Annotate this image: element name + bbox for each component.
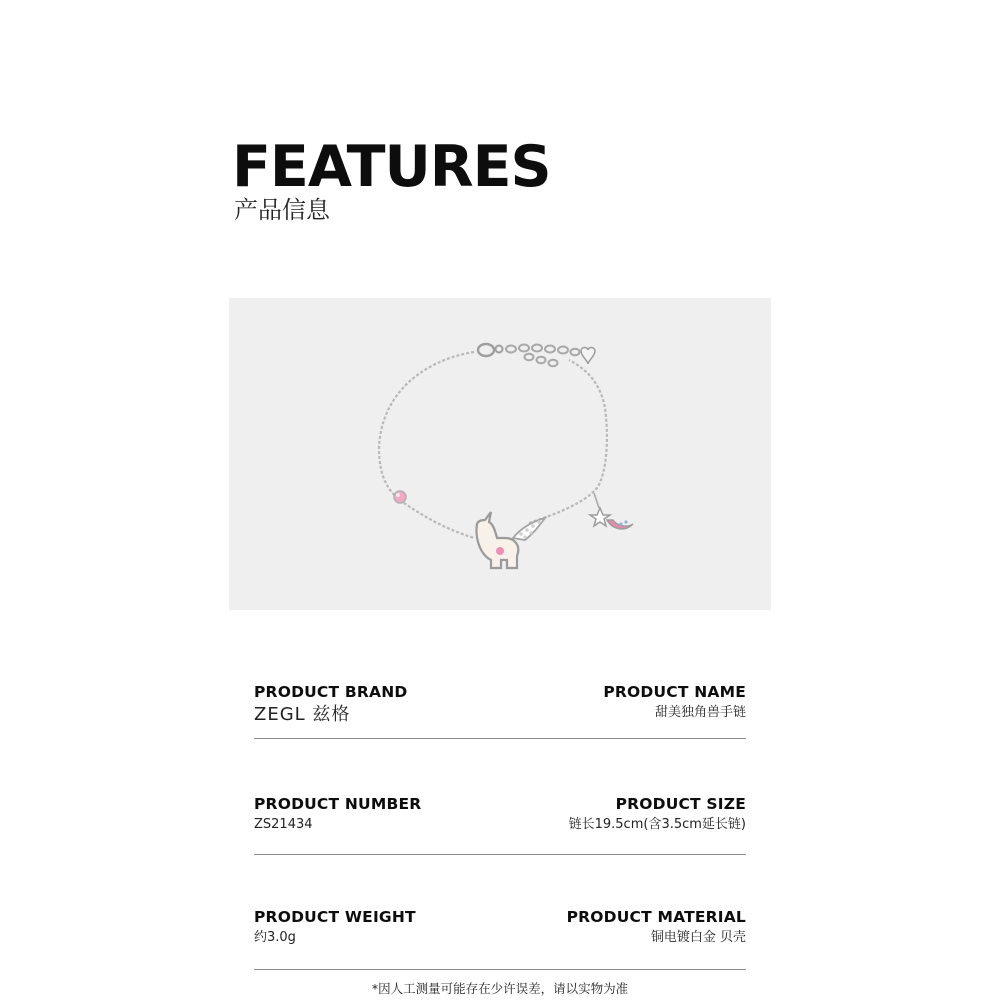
product-name-label: PRODUCT NAME bbox=[603, 683, 746, 701]
product-material-value: 铜电镀白金 贝壳 bbox=[650, 930, 746, 945]
product-number-label: PRODUCT NUMBER bbox=[254, 795, 422, 813]
page-subtitle: 产品信息 bbox=[234, 196, 330, 224]
product-photo bbox=[229, 298, 771, 610]
product-name-value: 甜美独角兽手链 bbox=[654, 705, 746, 720]
product-size-label: PRODUCT SIZE bbox=[615, 795, 746, 813]
product-brand-label: PRODUCT BRAND bbox=[254, 683, 408, 701]
bracelet-illustration bbox=[229, 298, 771, 610]
spec-row-weight-material bbox=[254, 908, 746, 968]
product-weight-label: PRODUCT WEIGHT bbox=[254, 908, 416, 926]
spec-row-brand-name bbox=[254, 683, 746, 743]
product-number-value: ZS21434 bbox=[254, 817, 313, 832]
page-title: FEATURES bbox=[232, 134, 551, 200]
product-material-label: PRODUCT MATERIAL bbox=[566, 908, 746, 926]
divider bbox=[254, 854, 746, 855]
product-brand-value: ZEGL 兹格 bbox=[254, 704, 351, 725]
divider bbox=[254, 969, 746, 970]
measurement-footnote: *因人工测量可能存在少许误差，请以实物为准 bbox=[371, 981, 629, 996]
spec-row-number-size bbox=[254, 795, 746, 855]
product-weight-value: 约3.0g bbox=[254, 930, 296, 945]
product-size-value: 链长19.5cm(含3.5cm延长链) bbox=[568, 817, 746, 832]
divider bbox=[254, 738, 746, 739]
